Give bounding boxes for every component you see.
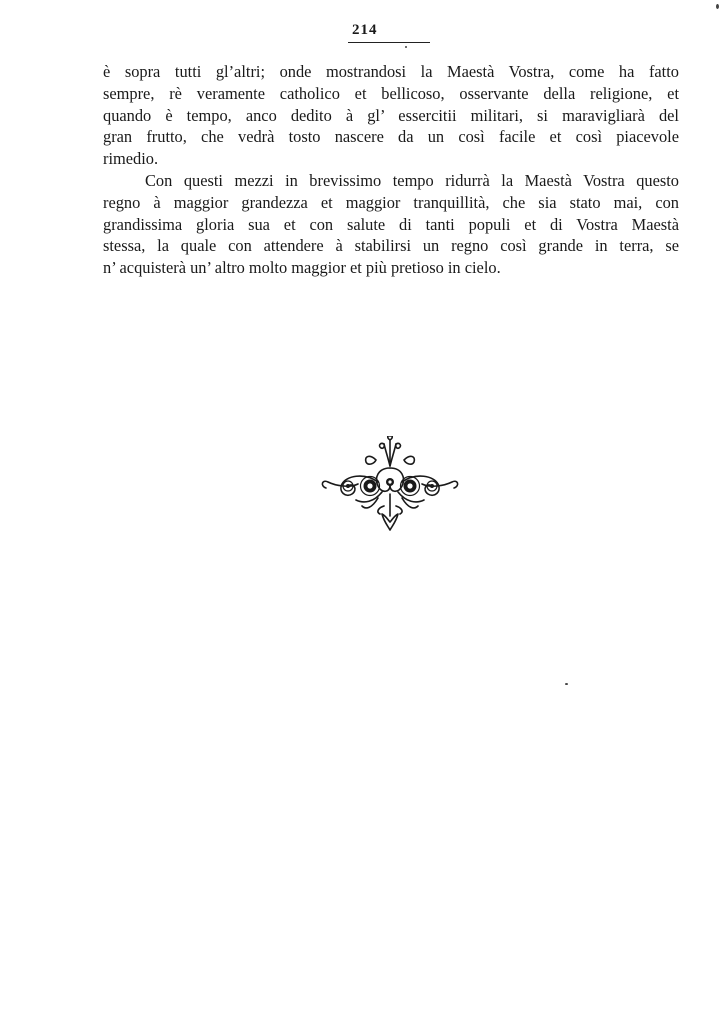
text-line: gran frutto, che vedrà tosto nascere da un così facile et così piacevole xyxy=(103,127,679,147)
scan-speck xyxy=(565,683,568,685)
scan-speck xyxy=(716,4,719,9)
floral-tailpiece-ornament-icon xyxy=(318,436,462,534)
page-number: 214 xyxy=(352,22,378,38)
scan-speck xyxy=(405,46,407,48)
text-line: Con questi mezzi in brevissimo tempo ridurrà la Maestà Vostra questo xyxy=(145,170,679,190)
text-line: sempre, rè veramente catholico et bellicoso, osservante della religione, et xyxy=(103,83,679,103)
text-line: è sopra tutti gl’altri; onde mostrandosi la Maestà Vostra, come ha fatto xyxy=(103,62,679,81)
text-line: n’ acquisterà un’ altro molto maggior et più pretioso in cielo. xyxy=(103,258,501,278)
text-line: quando è tempo, anco dedito à gl’ essercitii militari, si maravigliarà del xyxy=(103,105,679,125)
text-line: grandissima gloria sua et con salute di tanti populi et di Vostra Maestà xyxy=(103,214,679,234)
paragraph-2 xyxy=(103,170,679,279)
text-line: stessa, la quale con attendere à stabilirsi un regno così grande in terra, se xyxy=(103,236,679,256)
paragraph-1 xyxy=(103,61,679,170)
text-line: rimedio. xyxy=(103,149,159,169)
body-text xyxy=(103,61,679,279)
text-line: regno à maggior grandezza et maggior tranquillità, che sia stato mai, con xyxy=(103,192,679,212)
page-number-rule xyxy=(348,42,430,43)
